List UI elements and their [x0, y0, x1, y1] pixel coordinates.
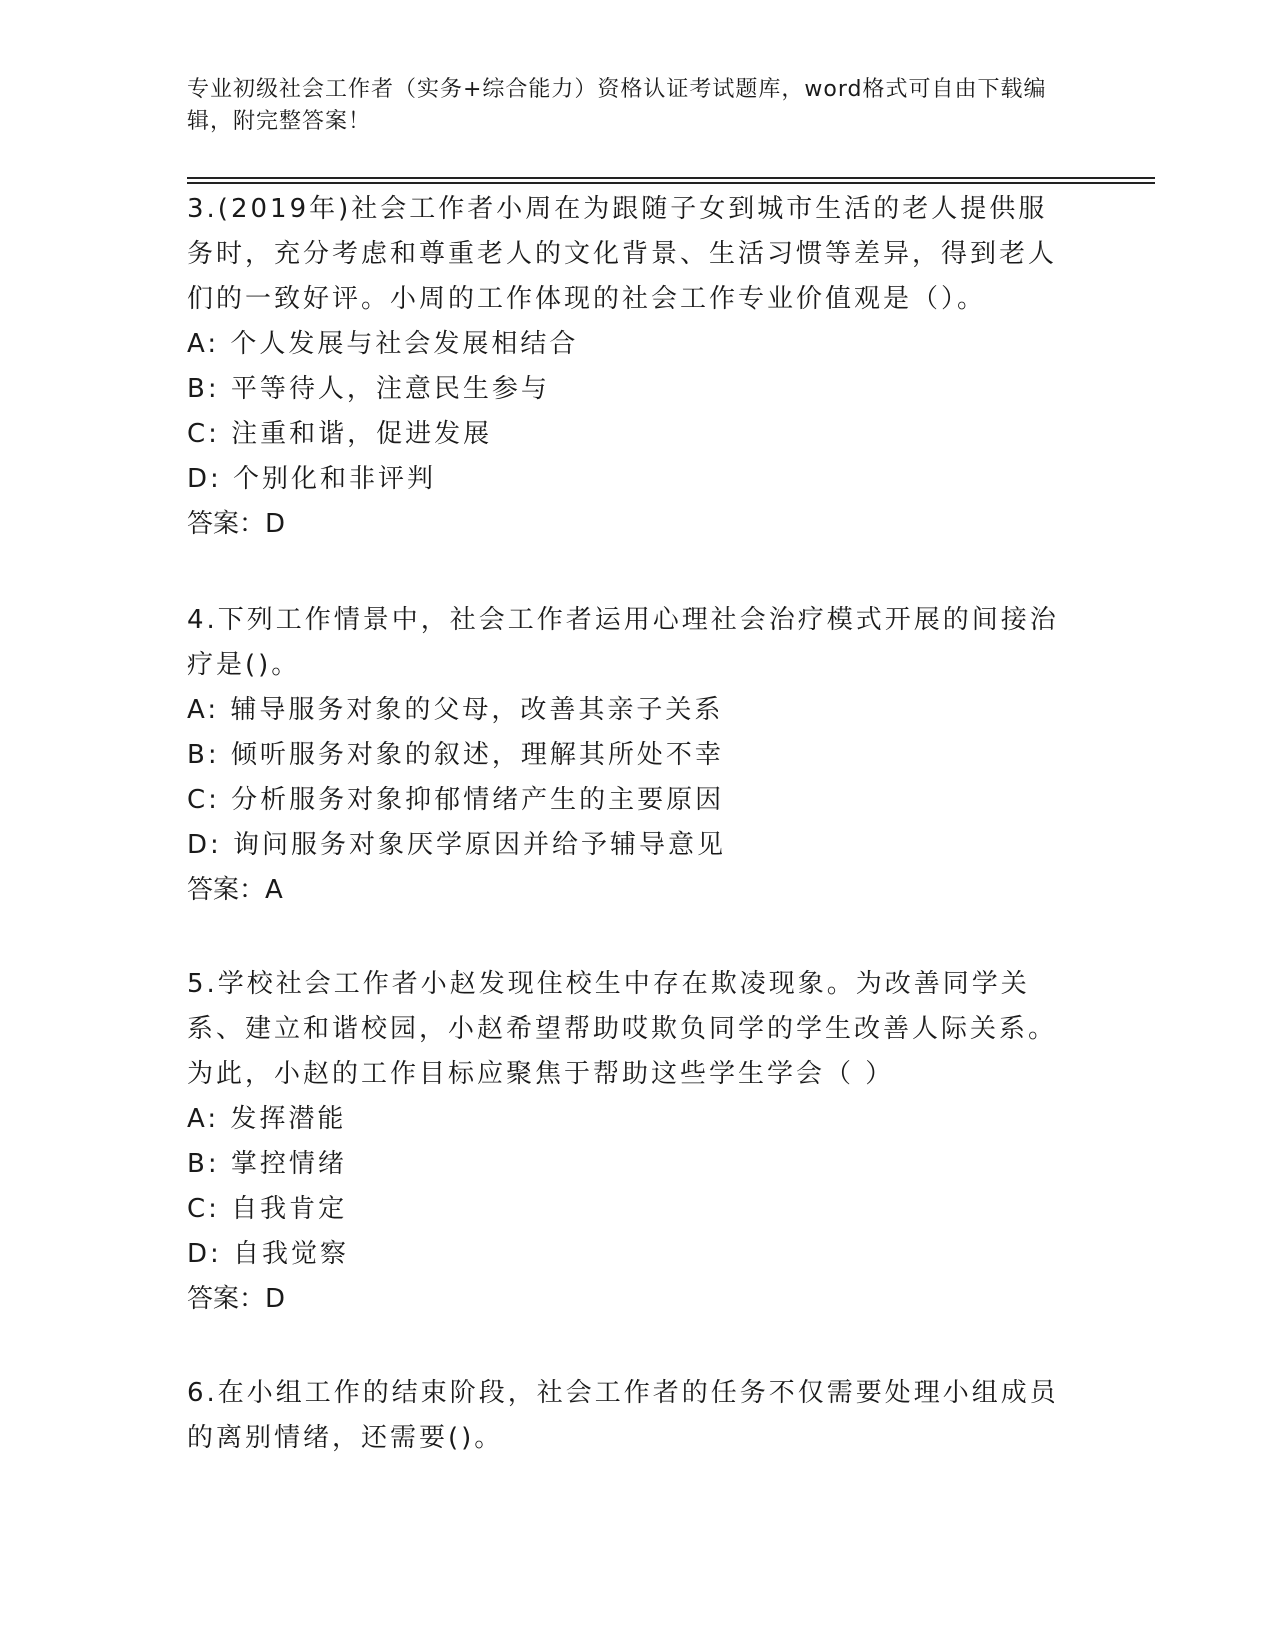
option-b: B: 掌控情绪 [187, 1149, 347, 1179]
option-c: C: 自我肯定 [187, 1194, 348, 1224]
question-stem: 5.学校社会工作者小赵发现住校生中存在欺凌现象。为改善同学关系、建立和谐校园，小赵希望帮助哎欺负同学的学生改善人际关系。为此，小赵的工作目标应聚焦于帮助这些学生学会（ ） [187, 969, 1058, 1089]
header-divider-top [187, 177, 1155, 179]
question-6 [187, 1371, 1067, 1461]
answer: 答案：D [187, 509, 286, 539]
option-a: A: 辅导服务对象的父母，改善其亲子关系 [187, 695, 724, 725]
document-header: 专业初级社会工作者（实务+综合能力）资格认证考试题库，word格式可自由下载编辑，附完整答案！ [187, 77, 1047, 134]
option-b: B: 倾听服务对象的叙述，理解其所处不幸 [187, 740, 724, 770]
question-3 [187, 187, 1067, 547]
question-4 [187, 598, 1067, 913]
answer: 答案：D [187, 1284, 286, 1314]
option-c: C: 注重和谐，促进发展 [187, 419, 493, 449]
question-stem: 3.(2019年)社会工作者小周在为跟随子女到城市生活的老人提供服务时，充分考虑和尊重老人的文化背景、生活习惯等差异，得到老人们的一致好评。小周的工作体现的社会工作专业价值观是（）。 [187, 194, 1058, 314]
option-d: D: 自我觉察 [187, 1239, 350, 1269]
header-divider-bottom [187, 182, 1155, 184]
option-a: A: 发挥潜能 [187, 1104, 347, 1134]
option-d: D: 询问服务对象厌学原因并给予辅导意见 [187, 830, 727, 860]
option-d: D: 个别化和非评判 [187, 464, 437, 494]
question-stem: 4.下列工作情景中，社会工作者运用心理社会治疗模式开展的间接治疗是()。 [187, 605, 1059, 680]
option-a: A: 个人发展与社会发展相结合 [187, 329, 579, 359]
option-c: C: 分析服务对象抑郁情绪产生的主要原因 [187, 785, 725, 815]
question-5 [187, 962, 1067, 1322]
option-b: B: 平等待人，注意民生参与 [187, 374, 550, 404]
question-stem: 6.在小组工作的结束阶段，社会工作者的任务不仅需要处理小组成员的离别情绪，还需要()。 [187, 1378, 1059, 1453]
answer: 答案：A [187, 875, 283, 905]
